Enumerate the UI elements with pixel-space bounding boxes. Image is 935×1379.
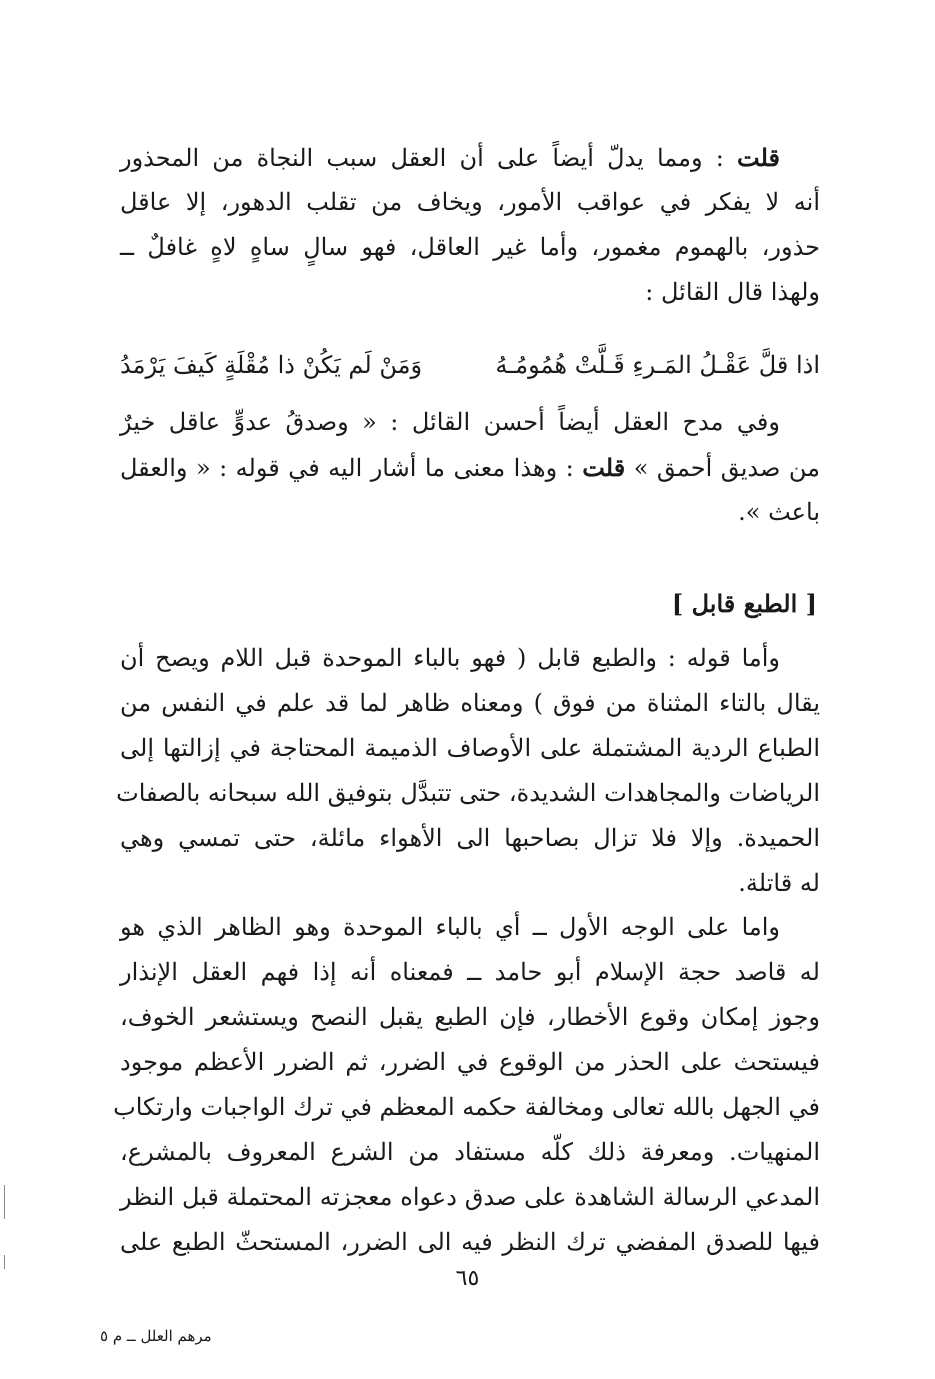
paragraph-1-line-4: ولهذا قال القائل : bbox=[645, 278, 820, 306]
scan-edge-mark bbox=[4, 1255, 5, 1269]
paragraph-3-line-6: له قاتلة. bbox=[738, 869, 820, 897]
paragraph-4-line-2: له قاصد حجة الإسلام أبو حامد ــ فمعناه أنه إذا فهم العقل الإنذار bbox=[120, 958, 820, 986]
paragraph-3-line-3: الطباع الردية المشتملة على الأوصاف الذميمة المحتاجة في إزالتها إلى bbox=[120, 734, 820, 762]
keyword-qult: قلت bbox=[582, 453, 626, 482]
paragraph-4-line-3: وجوز إمكان وقوع الأخطار، فإن الطبع يقبل النصح ويستشعر الخوف، bbox=[120, 1003, 820, 1031]
paragraph-4-line-7: المدعي الرسالة الشاهدة على صدق دعواه معجزته المحتملة قبل النظر bbox=[120, 1183, 820, 1211]
paragraph-4-line-6: المنهيات. ومعرفة ذلك كلّه مستفاد من الشرع المعروف بالمشرع، bbox=[120, 1138, 820, 1166]
paragraph-3-line-4: الرياضات والمجاهدات الشديدة، حتى تتبدَّل بتوفيق الله سبحانه بالصفات bbox=[116, 779, 820, 807]
paragraph-1-line-3: حذور، بالهموم مغمور، وأما غير العاقل، فهو سالٍ ساهٍ لاهٍ غافلٌ ــ bbox=[120, 233, 821, 261]
paragraph-2-line-2: من صديق أحمق » قلت : وهذا معنى ما أشار اليه في قوله : « والعقل bbox=[120, 453, 821, 482]
paragraph-4-line-5: في الجهل بالله تعالى ومخالفة حكمه المعظم في ترك الواجبات وارتكاب bbox=[113, 1093, 820, 1121]
paragraph-4-line-8: فيها للصدق المفضي ترك النظر فيه الى الضرر، المستحثّ الطبع على bbox=[120, 1228, 820, 1256]
page-number: ٦٥ bbox=[455, 1266, 480, 1291]
paragraph-2 bbox=[120, 400, 820, 535]
paragraph-4-line-4: فيستحث على الحذر من الوقوع في الضرر، ثم الضرر الأعظم موجود bbox=[120, 1048, 820, 1076]
poetry-verse bbox=[120, 342, 820, 388]
paragraph-3-line-2: يقال بالتاء المثناة من فوق ) ومعناه ظاهر لما قد علم في النفس من bbox=[120, 689, 820, 717]
paragraph-4-line-1: واما على الوجه الأول ــ أي بالباء الموحدة وهو الظاهر الذي هو bbox=[120, 913, 780, 941]
verse-first-hemistich: اذا قلَّ عَقْـلُ المَـرءِ قَـلَّتْ هُمُومُـهُ bbox=[495, 351, 820, 379]
paragraph-2-line-3: باعث ». bbox=[738, 498, 820, 526]
paragraph-1-line-2: أنه لا يفكر في عواقب الأمور، ويخاف من تقلب الدهور، إلا عاقل bbox=[120, 188, 820, 216]
paragraph-3-line-5: الحميدة. وإلا فلا تزال بصاحبها الى الأهواء مائلة، حتى تمسي وهي bbox=[120, 824, 820, 852]
paragraph-3-line-1: وأما قوله : والطبع قابل ( فهو بالباء الموحدة قبل اللام ويصح أن bbox=[120, 644, 780, 672]
paragraph-4 bbox=[113, 905, 820, 1265]
paragraph-1-line-1: قلت : ومما يدلّ أيضاً على أن العقل سبب النجاة من المحذور bbox=[120, 143, 780, 172]
paragraph-1 bbox=[120, 135, 820, 315]
signature-mark: مرهم العلل ــ م ٥ bbox=[100, 1327, 212, 1345]
paragraph-2-line-1: وفي مدح العقل أيضاً أحسن القائل : « وصدقُ عدوٍّ عاقل خيرٌ bbox=[120, 408, 780, 436]
verse-second-hemistich: وَمَنْ لَم يَكُنْ ذا مُقْلَةٍ كَيفَ يَرْمَدُ bbox=[120, 351, 423, 379]
paragraph-3 bbox=[116, 636, 820, 906]
keyword-qult: قلت bbox=[737, 143, 780, 172]
scan-edge-mark bbox=[4, 1185, 5, 1219]
section-heading: [ الطبع قابل ] bbox=[671, 589, 817, 618]
